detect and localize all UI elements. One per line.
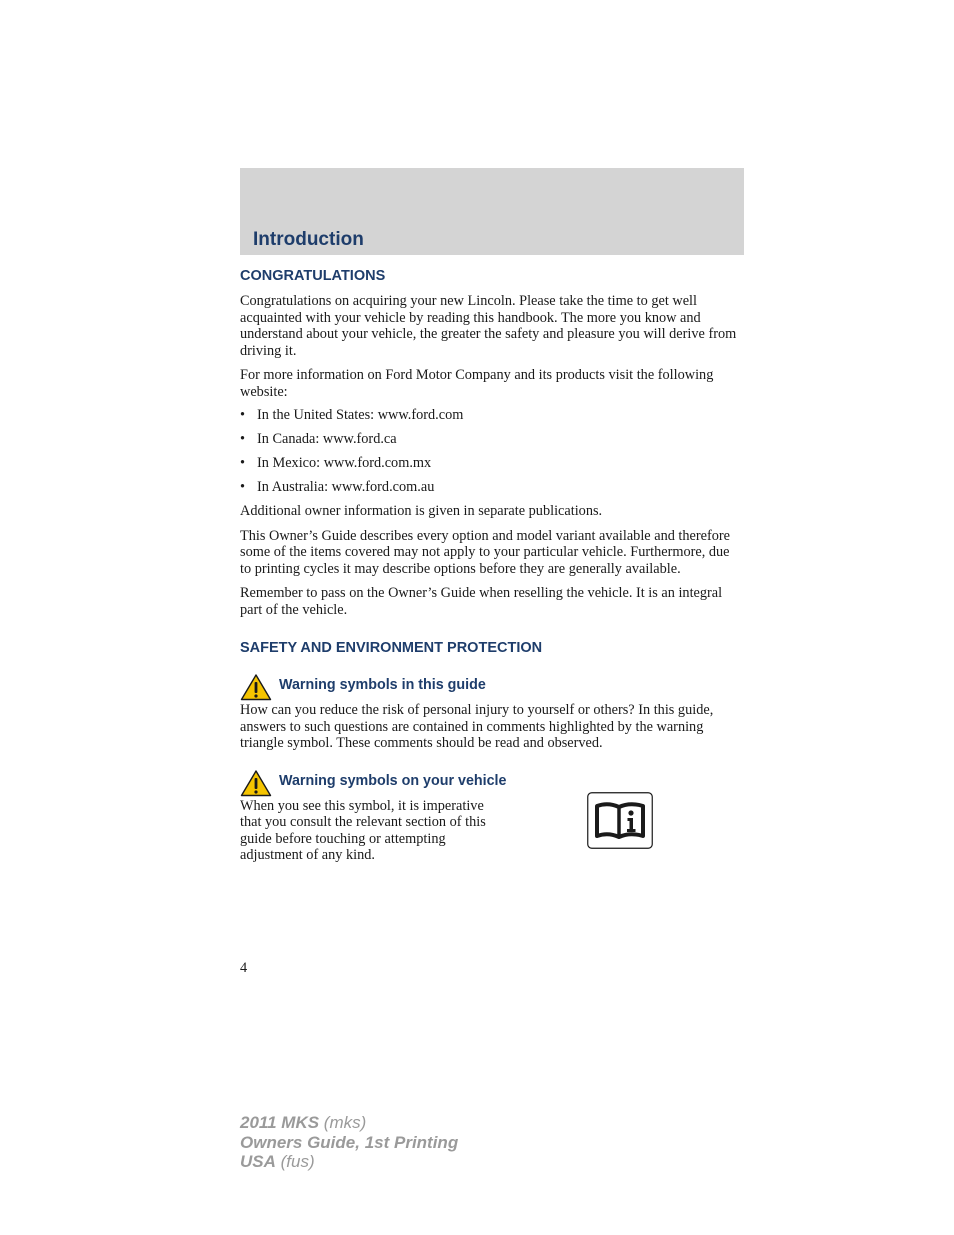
list-item: • In Mexico: www.ford.com.mx <box>240 455 432 471</box>
website-list <box>240 407 740 496</box>
warning-guide-text: How can you reduce the risk of personal injury to yourself or others? In this guide, answers to such questions are contained in comments highlighted by the warning triangle symbol. These comments should be read and observed. <box>240 702 714 751</box>
list-item: • In Australia: www.ford.com.au <box>240 479 435 495</box>
congratulations-paragraph-1: Congratulations on acquiring your new Lincoln. Please take the time to get well acquainted with your vehicle by reading this handbook. The more you know and understand about your vehicle, the greater the safety and pleasure you will derive from driving it. <box>240 293 737 359</box>
warning-triangle-icon <box>240 673 272 701</box>
warning-vehicle-header <box>240 768 740 798</box>
footer-line-3: USA (fus) <box>240 1152 315 1171</box>
list-item: • In the United States: www.ford.com <box>240 407 464 423</box>
safety-heading: SAFETY AND ENVIRONMENT PROTECTION <box>240 640 543 656</box>
warning-vehicle-text: When you see this symbol, it is imperative that you consult the relevant section of this guide before touching or attempting adjustment of any kind. <box>240 797 486 863</box>
congratulations-paragraph-5: Remember to pass on the Owner’s Guide when reselling the vehicle. It is an integral part of the vehicle. <box>240 585 723 618</box>
section-title: Introduction <box>253 229 364 250</box>
warning-guide-header <box>240 672 740 702</box>
warning-triangle-icon <box>240 769 272 797</box>
list-item: • In Canada: www.ford.ca <box>240 431 397 447</box>
page-number: 4 <box>240 960 248 976</box>
warning-vehicle-title: Warning symbols on your vehicle <box>279 772 507 789</box>
footer-line-1: 2011 MKS (mks) <box>240 1113 367 1132</box>
section-header-band <box>240 168 744 255</box>
document-footer <box>240 1113 458 1172</box>
congratulations-paragraph-4: This Owner’s Guide describes every option and model variant available and therefore some of the items covered may not apply to your particular vehicle. Furthermore, due to printing cycles it may describe options before they are generally available. <box>240 527 731 577</box>
congratulations-paragraph-2: For more information on Ford Motor Company and its products visit the following website: <box>240 367 714 400</box>
warning-vehicle-row <box>240 798 740 878</box>
congratulations-heading: CONGRATULATIONS <box>240 268 386 284</box>
page-content <box>240 266 740 878</box>
warning-guide-title: Warning symbols in this guide <box>279 677 486 693</box>
footer-line-2: Owners Guide, 1st Printing <box>240 1132 459 1152</box>
congratulations-paragraph-3: Additional owner information is given in separate publications. <box>240 503 603 519</box>
owner-manual-info-icon <box>587 792 653 849</box>
